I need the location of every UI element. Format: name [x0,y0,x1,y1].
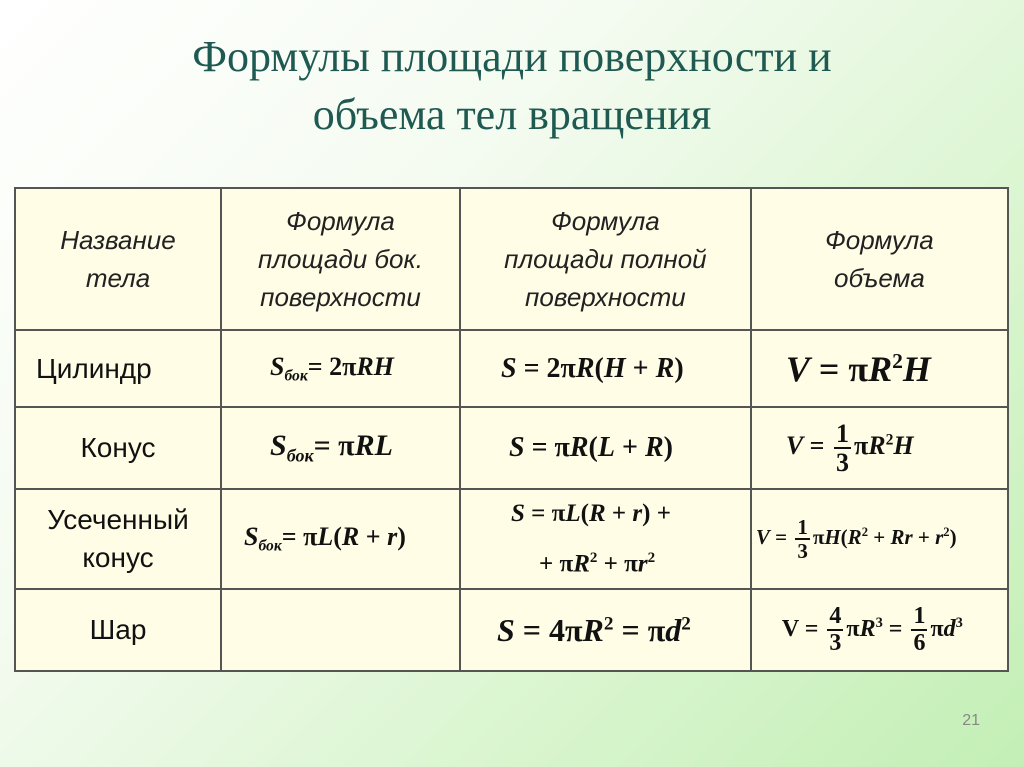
body-name-line: Усеченный [47,504,189,535]
cylinder-volume-formula: $V = \pi R^2H$ [751,330,1008,407]
slide-title [0,28,1024,144]
subscript-lateral: бок [284,367,308,385]
header-text: площади бок. [258,244,423,274]
table-row-sphere [15,589,1008,671]
header-volume [751,188,1008,330]
cone-volume-formula: V = $\frac{1}{3}$ $\pi R^2H$ [751,407,1008,489]
cone-total-formula: S = πR(L + R) [460,407,751,489]
cylinder-lateral-formula: $S_{бок}= 2\pi RH$ [221,330,460,407]
header-text: объема [834,263,925,293]
slide-title-line-1: Формулы площади поверхности и [192,32,832,81]
table-row-cone [15,407,1008,489]
cone-lateral-formula: $S_{бок}= \pi RL$ [221,407,460,489]
table-row-frustum [15,489,1008,589]
subscript-lateral: бок [258,537,282,555]
header-text: Формула [825,225,934,255]
body-name-cone: Конус [15,407,221,489]
header-text: поверхности [525,282,686,312]
cylinder-total-formula: S = 2πR(H + R) [460,330,751,407]
formulas-table [14,187,1009,672]
sphere-lateral-formula-empty [221,589,460,671]
header-total-area [460,188,751,330]
header-text: Формула [551,206,660,236]
page-number: 21 [962,712,980,729]
frustum-total-formula: S = πL(R + r) + + $\pi R^2 + \pi r^2$ [460,489,751,589]
sphere-total-formula: $S = 4\pi R^2 = \pi d^2$ [460,589,751,671]
body-name-line: конус [82,542,154,573]
table-row-cylinder [15,330,1008,407]
header-text: Название [60,225,176,255]
subscript-lateral: бок [286,445,314,466]
slide-title-line-2: объема тел вращения [312,90,712,139]
header-text: поверхности [260,282,421,312]
sphere-volume-formula: V = $\frac{4}{3}$ $\pi R^3$ = $\frac{1}{6}$ $\pi d^3$ [751,589,1008,671]
table-header-row [15,188,1008,330]
body-name-cylinder: Цилиндр [15,330,221,407]
header-text: Формула [286,206,395,236]
header-lateral-area [221,188,460,330]
frustum-lateral-formula: $S_{бок}= \pi L(R + r)$ [221,489,460,589]
header-text: площади полной [504,244,707,274]
header-text: тела [85,263,151,293]
frustum-volume-formula: V = $\frac{1}{3}$ $\pi H(R^2 + Rr + r^2)$ [751,489,1008,589]
header-body-name [15,188,221,330]
body-name-frustum [15,489,221,589]
body-name-sphere: Шар [15,589,221,671]
